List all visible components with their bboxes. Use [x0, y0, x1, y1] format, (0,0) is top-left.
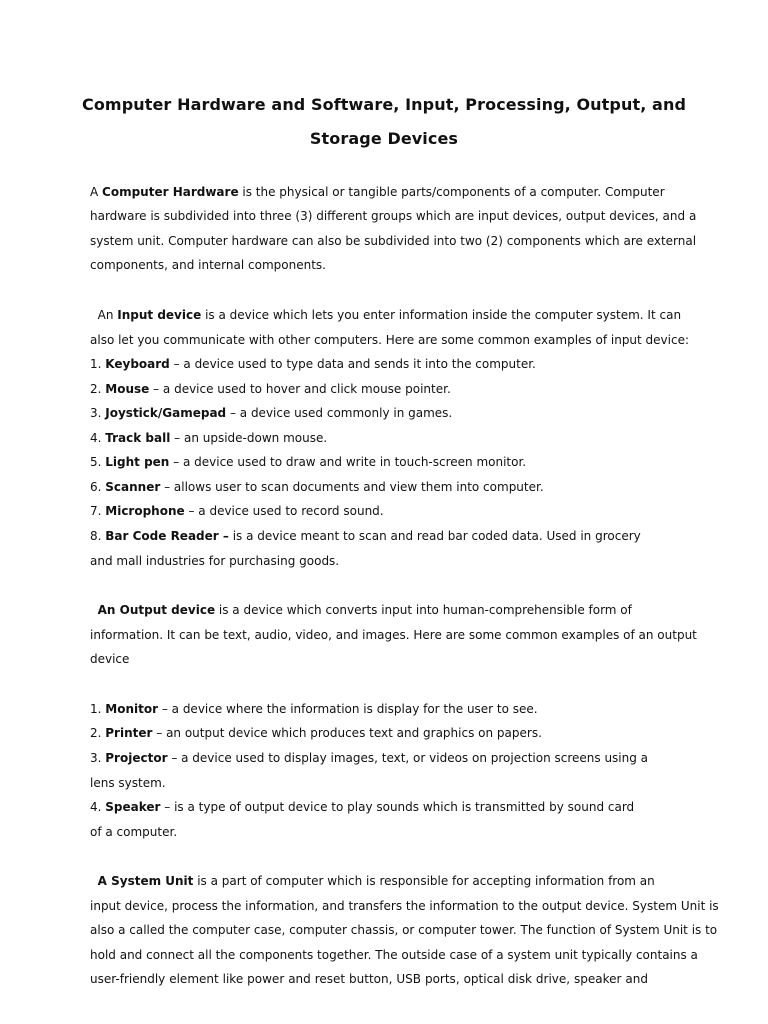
output-list-item: 4. Speaker – is a type of output device to play sounds which is transmitted by sound card	[90, 800, 635, 814]
input-paragraph-line-1: An Input device is a device which lets you enter information inside the computer system. It can	[90, 308, 682, 322]
output-paragraph-line-2: information. It can be text, audio, video, and images. Here are some common examples of an output	[90, 628, 697, 642]
system-unit-paragraph-line-1: A System Unit is a part of computer which is responsible for accepting information from an	[97, 874, 655, 888]
output-list-item: 1. Monitor – a device where the information is display for the user to see.	[90, 702, 538, 716]
system-unit-paragraph-line-4: hold and connect all the components together. The outside case of a system unit typically contains a	[90, 948, 698, 962]
system-unit-term: A System Unit	[97, 874, 194, 888]
input-list-item: 1. Keyboard – a device used to type data and sends it into the computer.	[90, 357, 536, 371]
hardware-paragraph-line-3: system unit. Computer hardware can also be subdivided into two (2) components which are external	[90, 234, 697, 248]
hardware-paragraph-line-4: components, and internal components.	[90, 258, 326, 272]
input-list-item: 6. Scanner – allows user to scan documents and view them into computer.	[90, 480, 544, 494]
input-list-item: 2. Mouse – a device used to hover and click mouse pointer.	[90, 382, 451, 396]
document-title-line-1: Computer Hardware and Software, Input, Processing, Output, and	[81, 95, 686, 114]
input-list-item-continuation: and mall industries for purchasing goods.	[90, 554, 340, 568]
output-term: An Output device	[97, 603, 216, 617]
input-paragraph-line-2: also let you communicate with other computers. Here are some common examples of input device:	[90, 333, 690, 347]
output-list-item: 2. Printer – an output device which produces text and graphics on papers.	[90, 726, 542, 740]
input-term: Input device	[117, 308, 202, 322]
input-list-item: 4. Track ball – an upside-down mouse.	[90, 431, 328, 445]
output-list-item: 3. Projector – a device used to display images, text, or videos on projection screens using a	[90, 751, 649, 765]
output-paragraph-line-1: An Output device is a device which converts input into human-comprehensible form of	[97, 603, 632, 617]
system-unit-paragraph-line-2: input device, process the information, and transfers the information to the output device. System Unit is	[90, 899, 719, 913]
input-list-item: 5. Light pen – a device used to draw and write in touch-screen monitor.	[90, 455, 527, 469]
output-list-item-continuation: of a computer.	[90, 825, 178, 839]
hardware-paragraph-line-1: A Computer Hardware is the physical or tangible parts/components of a computer. Computer	[90, 185, 665, 199]
input-list-item: 8. Bar Code Reader – is a device meant to scan and read bar coded data. Used in grocery	[90, 529, 641, 543]
input-list-item: 7. Microphone – a device used to record sound.	[90, 504, 384, 518]
output-paragraph-line-3: device	[90, 652, 130, 666]
system-unit-paragraph-line-3: also a called the computer case, computer chassis, or computer tower. The function of System Unit is to	[90, 923, 718, 937]
document-title-line-2: Storage Devices	[309, 129, 459, 148]
hardware-term: Computer Hardware	[102, 185, 239, 199]
system-unit-paragraph-line-5: user-friendly element like power and reset button, USB ports, optical disk drive, speaker and	[90, 972, 648, 986]
hardware-paragraph-line-2: hardware is subdivided into three (3) different groups which are input devices, output devices, and a	[90, 209, 697, 223]
input-list-item: 3. Joystick/Gamepad – a device used commonly in games.	[90, 406, 453, 420]
output-list-item-continuation: lens system.	[90, 776, 166, 790]
